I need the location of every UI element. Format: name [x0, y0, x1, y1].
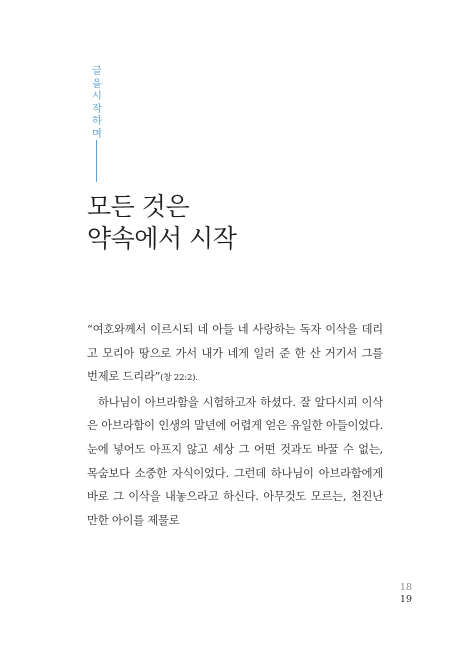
current-page-number: 19	[399, 594, 412, 605]
body-paragraph: 하나님이 아브라함을 시험하고자 하셨다. 잘 알다시피 이삭은 아브라함이 인생의 말년에 어렵게 얻은 유일한 아들이었다. 눈에 넣어도 아프지 않고 세상 그 어떤 것과도 바꿀 수 없는, 목숨보다 소중한 자식이었다. 그런데 하나님이 아브라함에게 바로 그 이삭을 내놓으라고 하신다. 아무것도 모르는, 천진난만한 아이를 제물로	[87, 395, 383, 527]
page-numbers	[398, 582, 412, 606]
scripture-quote	[87, 318, 383, 391]
section-divider	[96, 140, 97, 182]
body-text	[87, 318, 383, 532]
chapter-title-line-2: 약속에서 시작	[87, 224, 237, 253]
chapter-title-line-1: 모든 것은	[87, 192, 190, 221]
chapter-title	[87, 191, 236, 255]
scripture-citation: (창 22:2).	[160, 373, 198, 384]
previous-page-number: 18	[399, 582, 412, 593]
scripture-quote-text: “여호와께서 이르시되 네 아들 네 사랑하는 독자 이삭을 데리고 모리아 땅으로 가서 내가 네게 일러 준 한 산 거기서 그를 번제로 드리라”	[87, 323, 383, 384]
section-label: 글을 시작하며	[92, 66, 102, 140]
